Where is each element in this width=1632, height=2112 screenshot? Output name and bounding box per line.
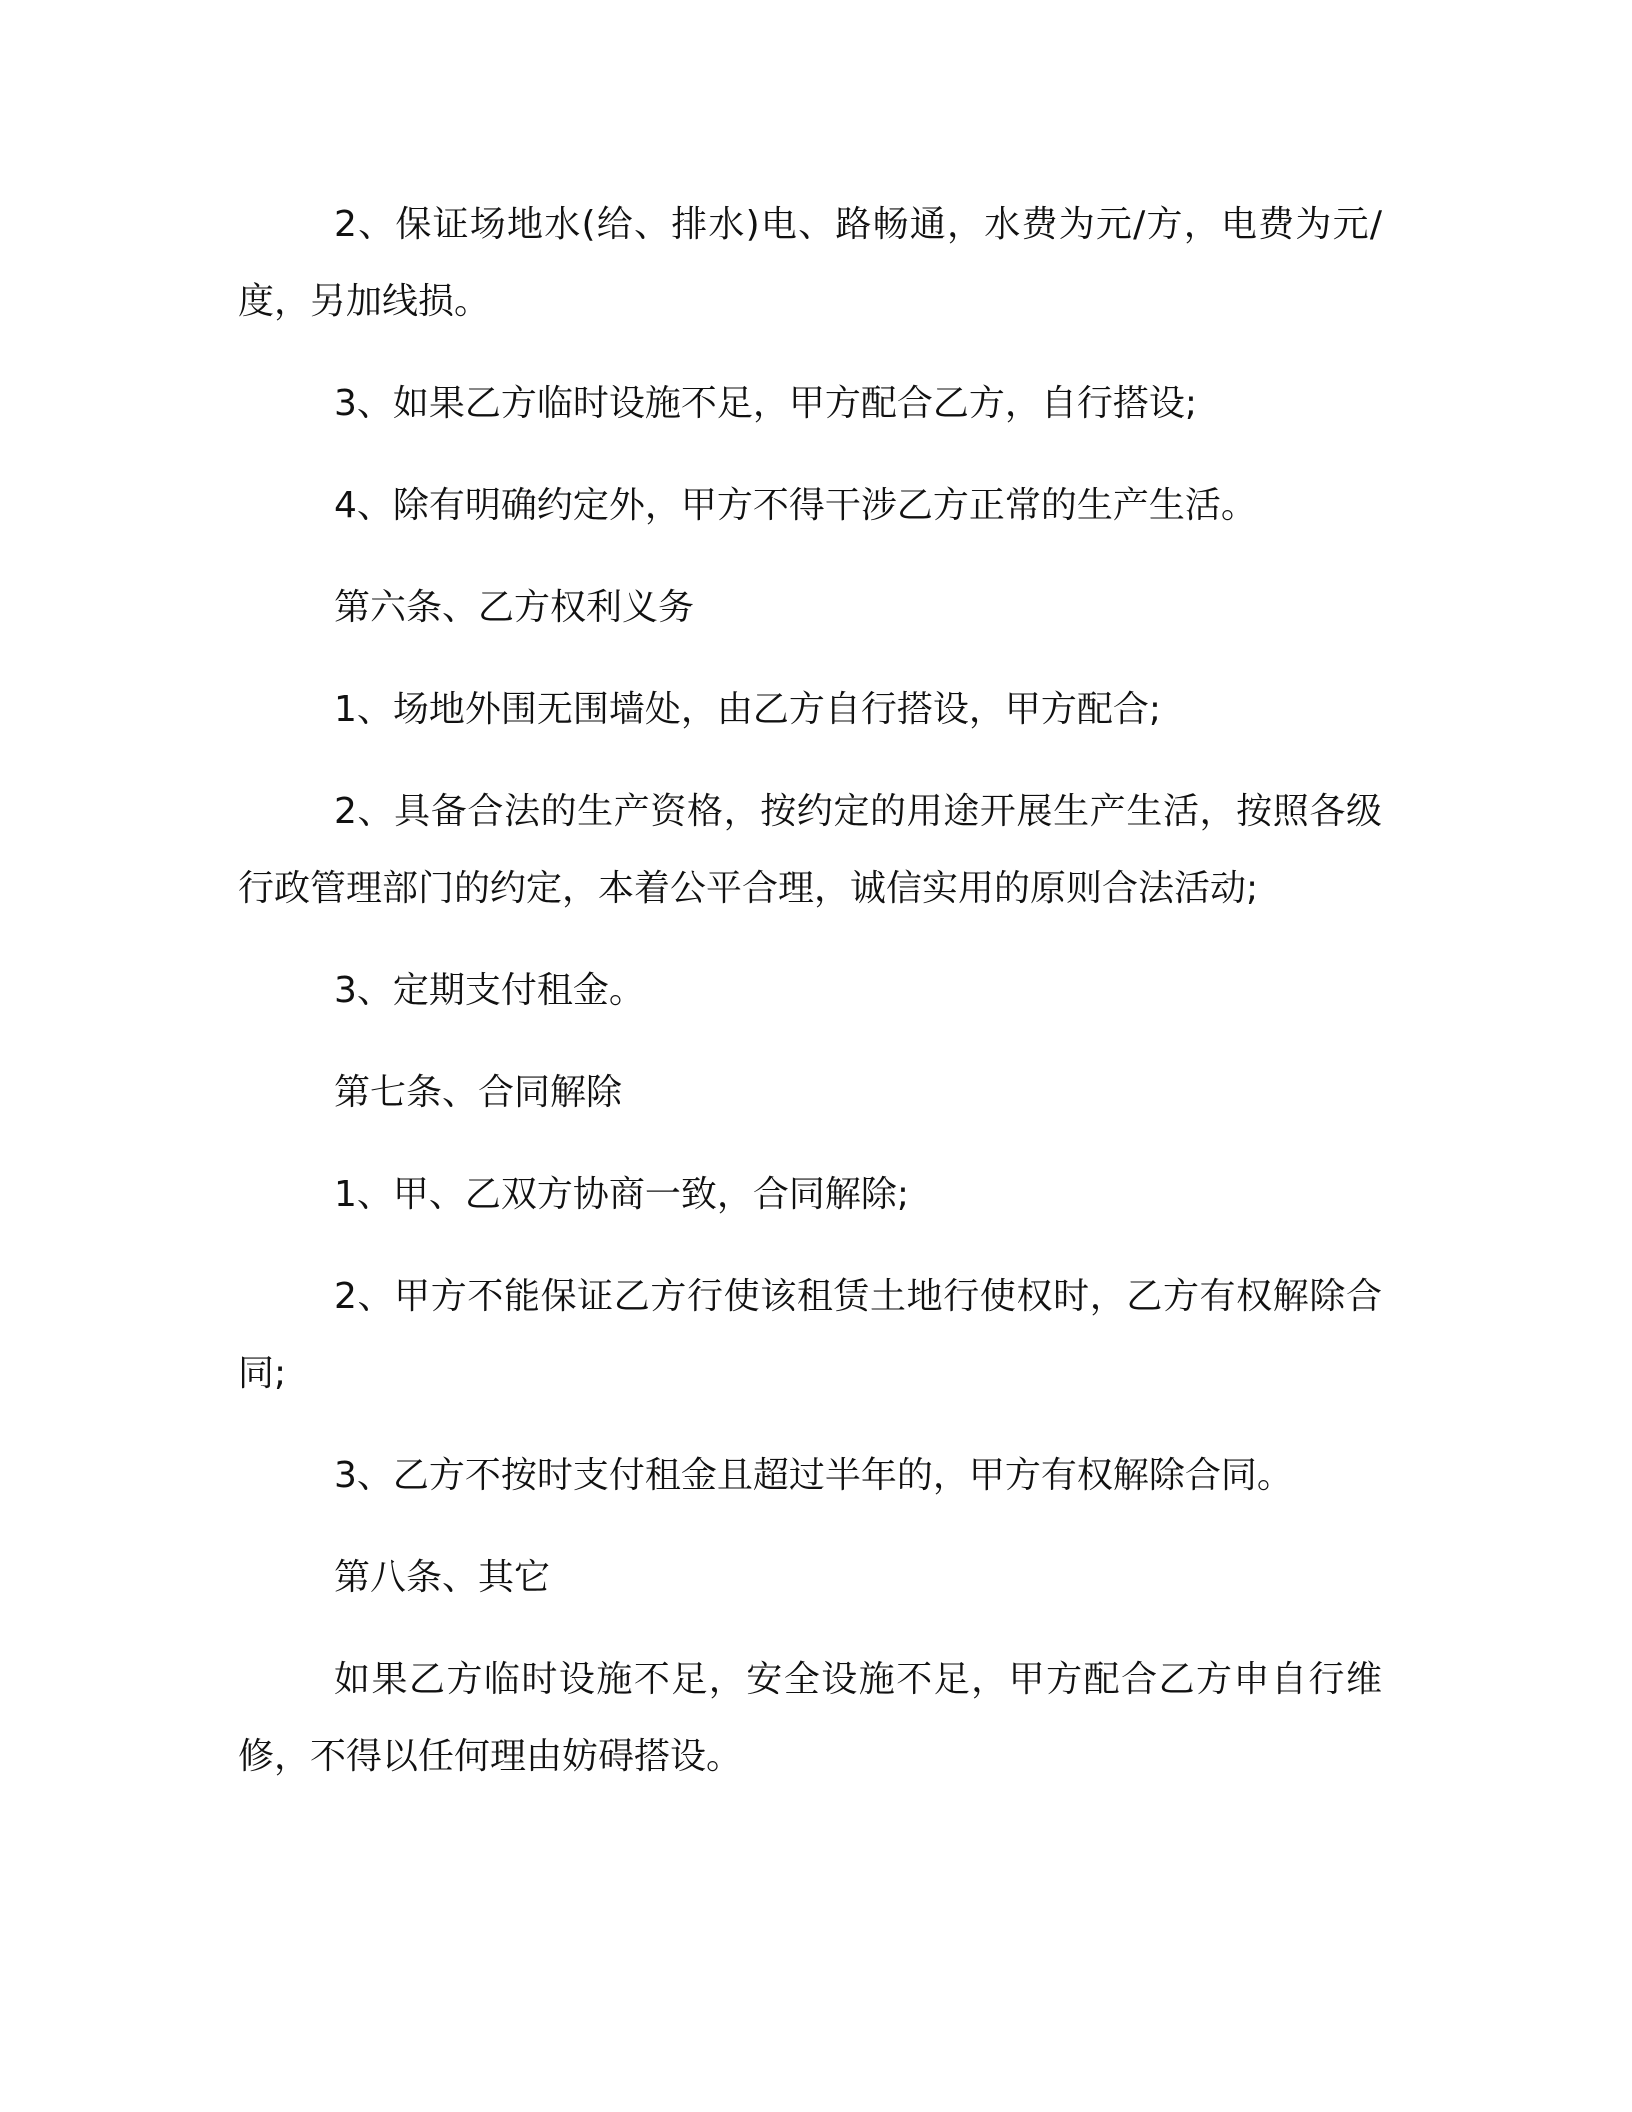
paragraph-legal-qualification: 2、具备合法的生产资格，按约定的用途开展生产生活，按照各级行政管理部门的约定，本着公平合理，诚信实用的原则合法活动; <box>238 791 1382 909</box>
paragraph-enclosure-wall: 1、场地外围无围墙处，由乙方自行搭设，甲方配合; <box>334 689 1162 730</box>
article-7-heading: 第七条、合同解除 <box>334 1072 623 1113</box>
document-page <box>238 186 1382 1820</box>
paragraph-temporary-facilities: 3、如果乙方临时设施不足，甲方配合乙方，自行搭设; <box>334 383 1198 424</box>
article-8-heading: 第八条、其它 <box>334 1557 551 1598</box>
article-6-heading: 第六条、乙方权利义务 <box>334 587 695 628</box>
paragraph-lessor-termination-right: 3、乙方不按时支付租金且超过半年的，甲方有权解除合同。 <box>334 1455 1293 1496</box>
paragraph-water-electricity: 2、保证场地水(给、排水)电、路畅通，水费为元/方，电费为元/度，另加线损。 <box>238 204 1382 322</box>
paragraph-lessee-termination-right: 2、甲方不能保证乙方行使该租赁土地行使权时，乙方有权解除合同; <box>238 1276 1382 1394</box>
paragraph-no-interference: 4、除有明确约定外，甲方不得干涉乙方正常的生产生活。 <box>334 485 1257 526</box>
paragraph-other-provisions: 如果乙方临时设施不足，安全设施不足，甲方配合乙方申自行维修，不得以任何理由妨碍搭设。 <box>238 1659 1382 1777</box>
paragraph-pay-rent: 3、定期支付租金。 <box>334 970 645 1011</box>
paragraph-mutual-termination: 1、甲、乙双方协商一致，合同解除; <box>334 1174 910 1215</box>
